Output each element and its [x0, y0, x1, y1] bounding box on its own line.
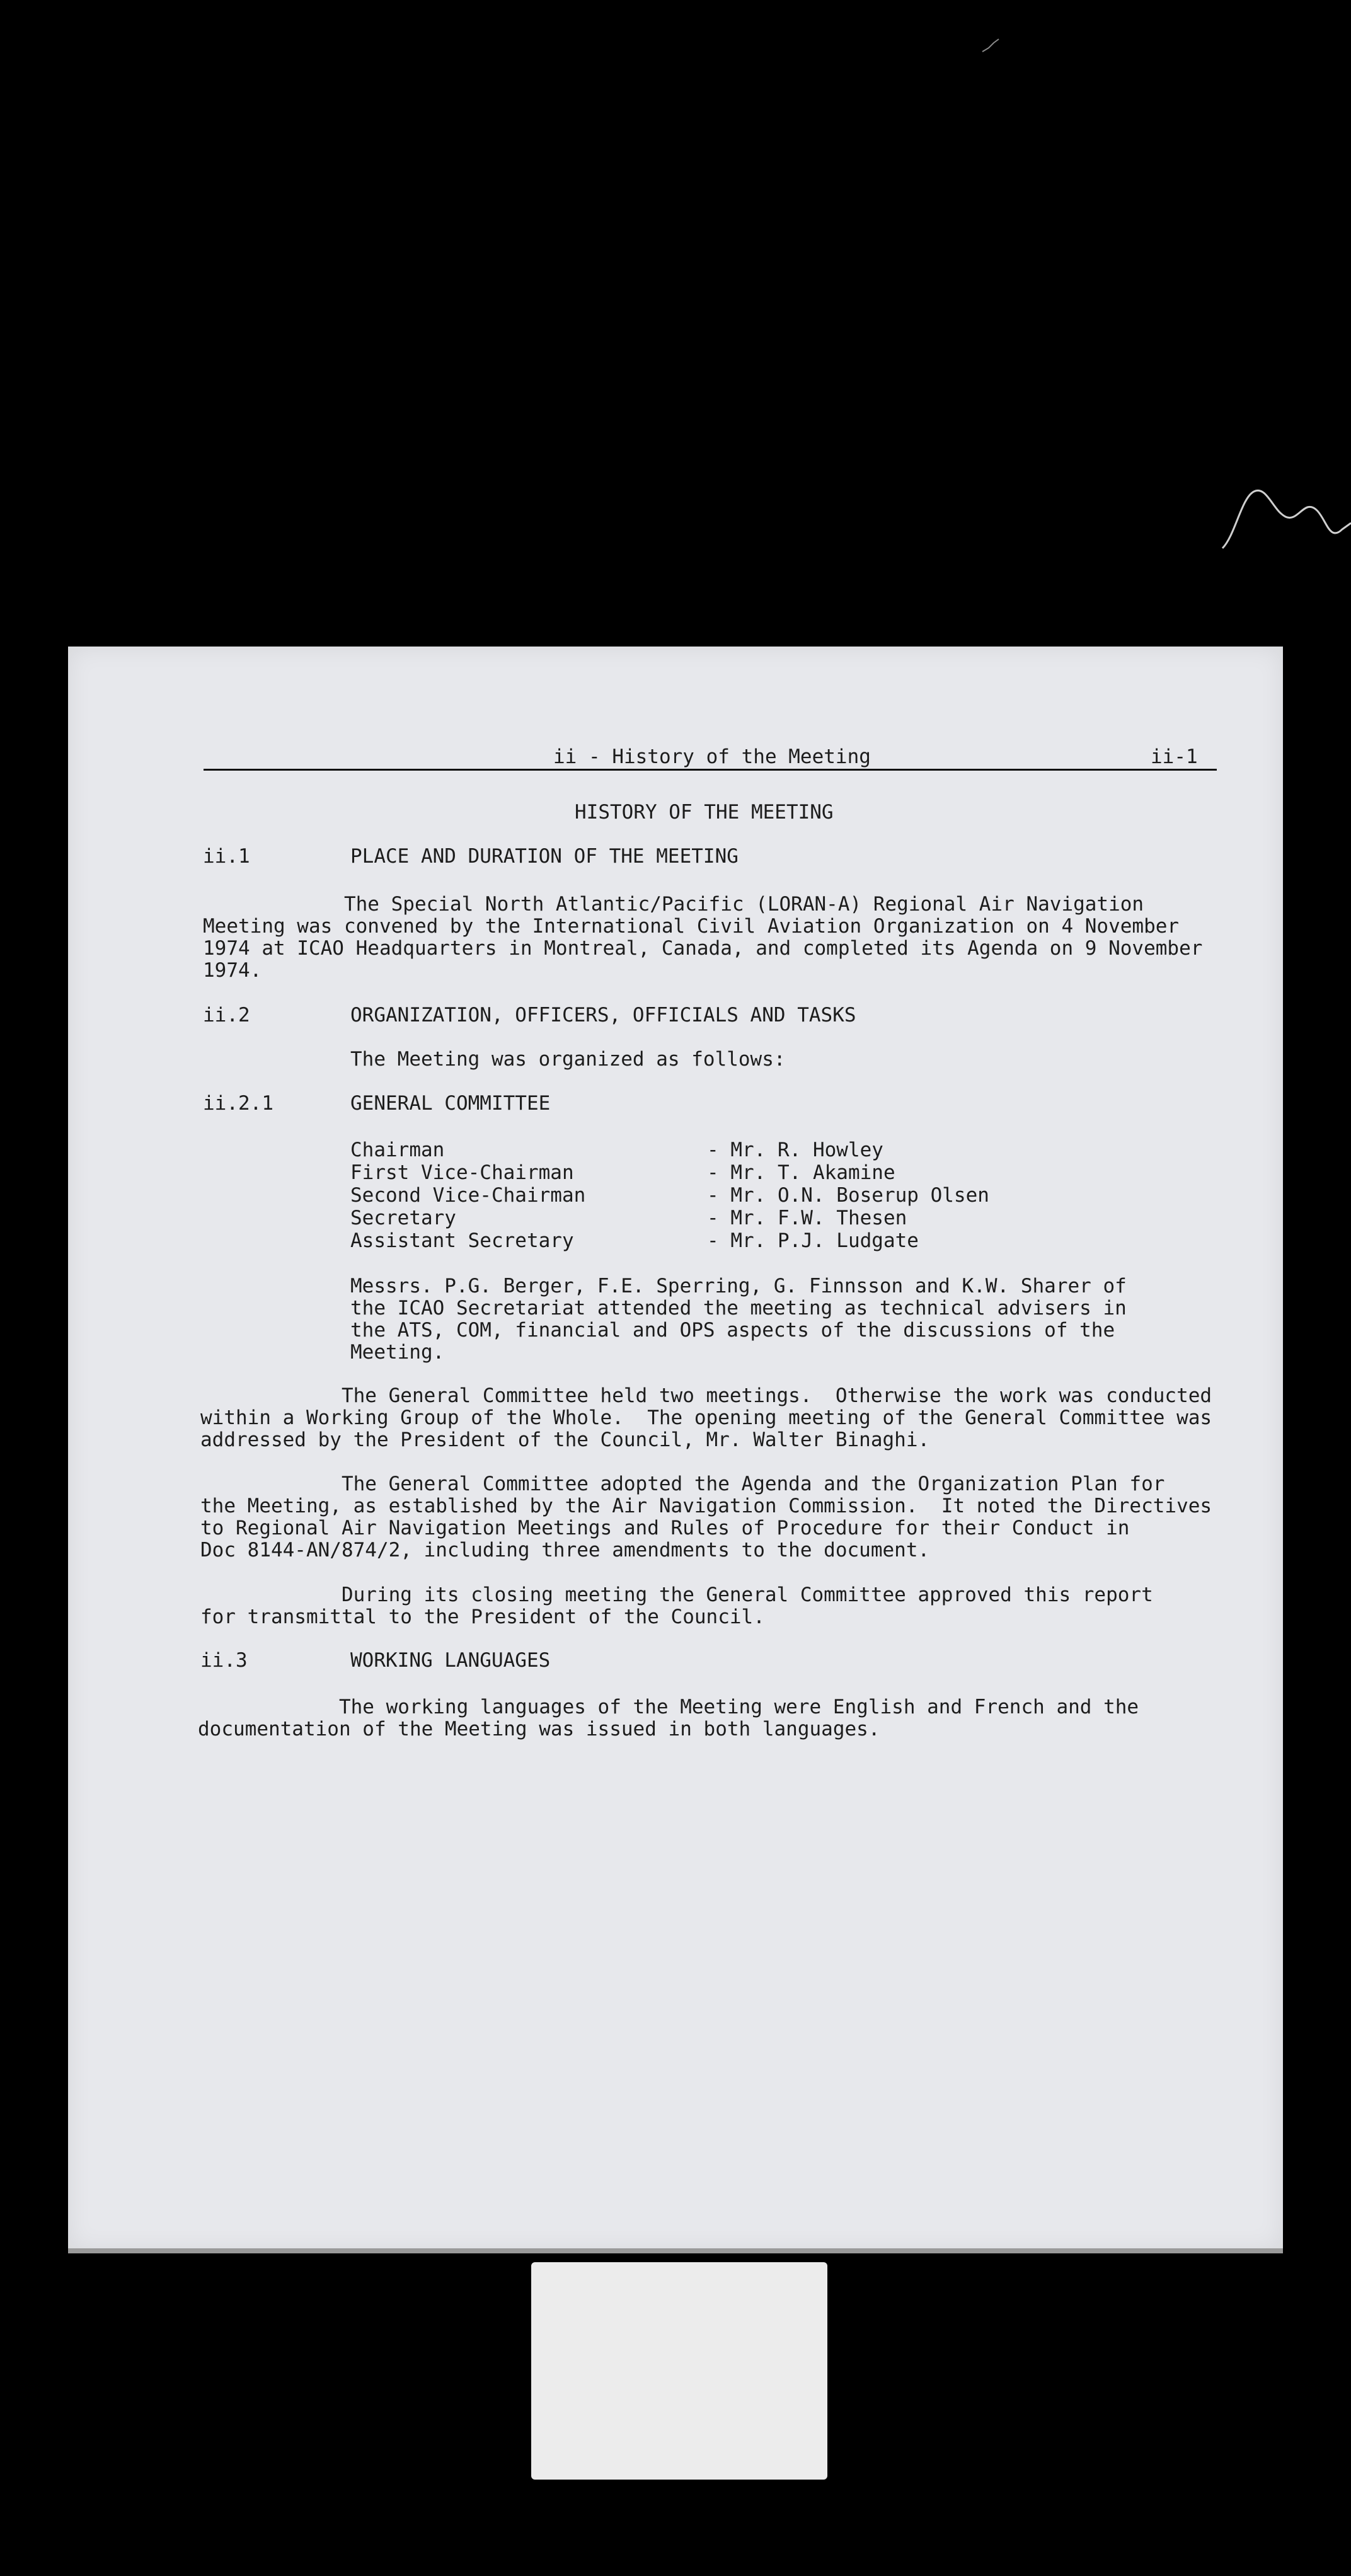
- running-title: ii - History of the Meeting: [553, 745, 871, 768]
- section-heading: ORGANIZATION, OFFICERS, OFFICIALS AND TASKS: [350, 1004, 856, 1026]
- officer-name: - Mr. O.N. Boserup Olsen: [707, 1184, 989, 1207]
- officer-role: First Vice-Chairman: [350, 1161, 574, 1184]
- officer-name: - Mr. T. Akamine: [707, 1161, 895, 1184]
- paragraph: [200, 1473, 1212, 1561]
- paragraph-line: The Special North Atlantic/Pacific (LORAN-A) Regional Air Navigation: [203, 893, 1144, 916]
- section-heading: GENERAL COMMITTEE: [350, 1092, 551, 1115]
- paragraph-line: addressed by the President of the Council, Mr. Walter Binaghi.: [200, 1429, 930, 1451]
- paragraph-line: 1974 at ICAO Headquarters in Montreal, Canada, and completed its Agenda on 9 November: [203, 937, 1203, 960]
- paragraph: [200, 1385, 1212, 1451]
- section-heading: WORKING LANGUAGES: [350, 1649, 551, 1672]
- page-title: HISTORY OF THE MEETING: [575, 801, 834, 824]
- paragraph: [200, 1584, 1153, 1628]
- section-number: ii.3: [200, 1649, 248, 1672]
- paragraph-line: During its closing meeting the General Committee approved this report: [200, 1584, 1153, 1606]
- officer-name: - Mr. F.W. Thesen: [707, 1207, 907, 1229]
- paragraph-line: Messrs. P.G. Berger, F.E. Sperring, G. Finnsson and K.W. Sharer of: [350, 1275, 1127, 1297]
- paragraph-line: for transmittal to the President of the Council.: [200, 1606, 765, 1628]
- officer-role: Chairman: [350, 1139, 445, 1161]
- paragraph-line: Meeting was convened by the International Civil Aviation Organization on 4 November: [203, 915, 1180, 938]
- paragraph-line: the Meeting, as established by the Air Navigation Commission. It noted the Directives: [200, 1495, 1212, 1517]
- paragraph-line: within a Working Group of the Whole. The opening meeting of the General Committee was: [200, 1406, 1212, 1429]
- paragraph-line: Doc 8144-AN/874/2, including three amendments to the document.: [200, 1539, 930, 1561]
- paragraph-line: The General Committee held two meetings. Otherwise the work was conducted: [200, 1384, 1212, 1407]
- section-number: ii.2.1: [203, 1092, 273, 1115]
- paragraph-line: 1974.: [203, 959, 262, 982]
- header-rule: [204, 769, 1217, 771]
- paragraph-line: The General Committee adopted the Agenda and the Organization Plan for: [200, 1473, 1165, 1495]
- page-edge: [68, 2248, 1283, 2253]
- paragraph-line: the ICAO Secretariat attended the meeting as technical advisers in: [350, 1297, 1127, 1320]
- section-number: ii.1: [203, 845, 250, 868]
- paper-slip: [531, 2262, 827, 2480]
- advisers-paragraph: [350, 1275, 1127, 1364]
- paragraph-line: the ATS, COM, financial and OPS aspects of the discussions of the: [350, 1319, 1115, 1342]
- paper-curl: [1216, 485, 1351, 561]
- officer-role: Assistant Secretary: [350, 1229, 574, 1252]
- paragraph-line: to Regional Air Navigation Meetings and Rules of Procedure for their Conduct in: [200, 1517, 1130, 1539]
- paragraph: [203, 894, 1202, 982]
- officer-role: Secretary: [350, 1207, 456, 1229]
- paragraph: [198, 1696, 1139, 1740]
- officer-name: - Mr. R. Howley: [707, 1139, 883, 1161]
- page-number: ii-1: [1151, 745, 1198, 768]
- paragraph: The Meeting was organized as follows:: [350, 1048, 786, 1071]
- officer-name: - Mr. P.J. Ludgate: [707, 1229, 919, 1252]
- officer-role: Second Vice-Chairman: [350, 1184, 586, 1207]
- paragraph-line: The working languages of the Meeting were English and French and the: [198, 1696, 1139, 1718]
- section-heading: PLACE AND DURATION OF THE MEETING: [350, 845, 739, 868]
- section-number: ii.2: [203, 1004, 250, 1026]
- paragraph-line: documentation of the Meeting was issued in both languages.: [198, 1718, 880, 1740]
- paragraph-line: Meeting.: [350, 1341, 445, 1364]
- film-speck: [980, 37, 1001, 55]
